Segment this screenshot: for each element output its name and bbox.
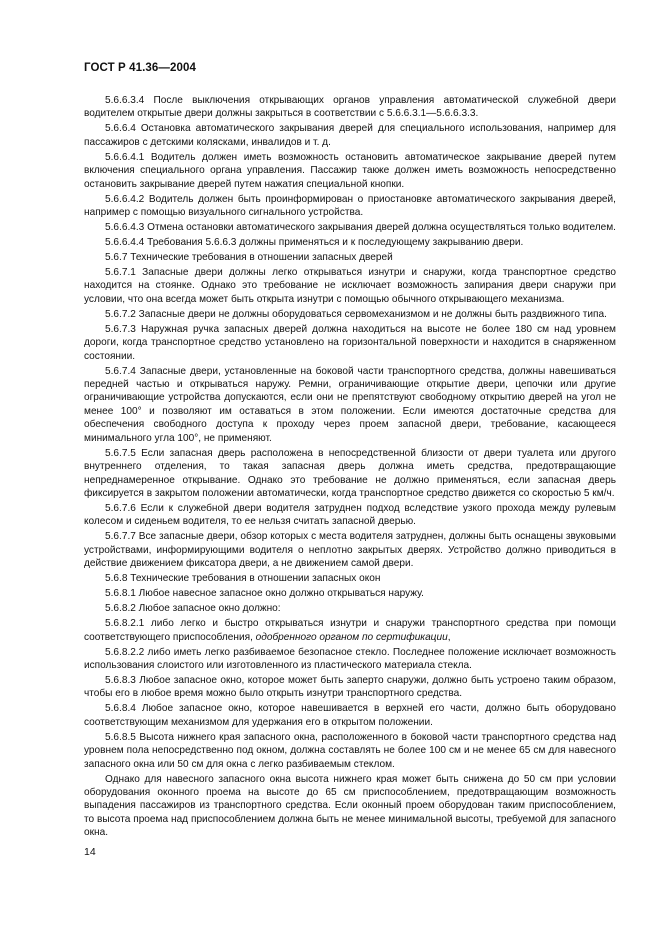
paragraph: 5.6.8.5 Высота нижнего края запасного окна, расположенного в боковой части транспортного средства над уровнем пола непосредственно под окном, должна составлять не более 100 см и не менее 65 см для навесного запасного окна или 50 см для окна с легко разбиваемым стеклом.	[84, 731, 616, 770]
paragraph: 5.6.8.3 Любое запасное окно, которое может быть заперто снаружи, должно быть устроено таким образом, чтобы его в любое время можно было открыть изнутри транспортного средства.	[84, 674, 616, 700]
paragraph: 5.6.6.4.1 Водитель должен иметь возможность остановить автоматическое закрывание дверей путем включения специального органа управления. Пассажир также должен иметь возможность непосредственно остановить закрывание дверей путем нажатия специальной кнопки.	[84, 151, 616, 190]
paragraph: 5.6.8.2.2 либо иметь легко разбиваемое безопасное стекло. Последнее положение исключает возможность использования слоистого или изготовленного из пластического материала стекла.	[84, 646, 616, 671]
paragraph: 5.6.6.3.4 После выключения открывающих органов управления автоматической служебной двери водителем открытые двери должны закрыться в соответствии с 5.6.6.3.1—5.6.6.3.3.	[84, 95, 616, 120]
section-heading: 5.6.8 Технические требования в отношении запасных окон	[105, 573, 381, 585]
paragraph-italic-text: одобренного органом по сертификации	[255, 631, 448, 643]
paragraph: 5.6.8.1 Любое навесное запасное окно должно открываться наружу.	[105, 588, 424, 600]
paragraph: 5.6.8.2 Любое запасное окно должно:	[105, 603, 281, 615]
paragraph: 5.6.7.1 Запасные двери должны легко открываться изнутри и снаружи, когда транспортное средство находится на стоянке. Однако это требование не исключает возможность запирания двери снаружи при условии, что она всегда может быть открыта изнутри с помощью обычного открывающего механизма.	[84, 267, 616, 305]
paragraph: 5.6.6.4.3 Отмена остановки автоматического закрывания дверей должна осуществляться только водителем.	[105, 222, 616, 234]
paragraph-tail-text: ,	[447, 631, 451, 643]
paragraph: 5.6.7.5 Если запасная дверь расположена в непосредственной близости от двери туалета или другого внутреннего отделения, то такая запасная дверь должна иметь средства, предотвращающие непреднамеренное открывание. Однако это требование не должно применяться, если запасная дверь фиксируется в закрытом положении автоматически, когда транспортное средство движется со скоростью 5 км/ч.	[84, 447, 616, 499]
paragraph: 5.6.7.6 Если к служебной двери водителя затруднен подход вследствие узкого прохода между рулевым колесом и сиденьем водителя, то ее нельзя считать запасной дверью.	[84, 502, 616, 528]
document-body	[84, 94, 616, 841]
document-header: ГОСТ Р 41.36—2004	[84, 62, 196, 74]
section-heading: 5.6.7 Технические требования в отношении запасных дверей	[105, 252, 393, 264]
paragraph: 5.6.6.4.2 Водитель должен быть проинформирован о приостановке автоматического закрывания дверей, например с помощью визуального сигнального устройства.	[84, 193, 616, 219]
paragraph-with-italic	[84, 617, 616, 644]
paragraph: 5.6.6.4.4 Требования 5.6.6.3 должны применяться и к последующему закрыванию двери.	[105, 237, 524, 249]
paragraph: 5.6.7.4 Запасные двери, установленные на боковой части транспортного средства, должны навешиваться передней частью и открываться наружу. Ремни, ограничивающие открытие двери, цепочки или другие ограничивающие устройства допускаются, если они не препятствуют свободному открытию дверей на угол не менее 100° и позволяют им оставаться в этом положении. Если имеются достаточные средства для обеспечения свободного доступа к проходу через проем запасной двери, требование, касающееся минимального угла 100°, не применяют.	[84, 365, 616, 444]
page-number: 14	[84, 846, 96, 858]
paragraph-main-text: 5.6.8.2.1 либо легко и быстро открываться изнутри и снаружи транспортного средства при помощи соответствующего приспособления,	[84, 618, 616, 643]
paragraph: 5.6.7.7 Все запасные двери, обзор которых с места водителя затруднен, должны быть оснащены звуковыми устройствами, информирующими водителя о неплотно закрытых дверях. Устройство должно приводиться в действие движением фиксатора двери, а не движением самой двери.	[84, 531, 616, 570]
paragraph: 5.6.6.4 Остановка автоматического закрывания дверей для специального использования, например для пассажиров с детскими колясками, инвалидов и т. д.	[84, 123, 616, 148]
paragraph: 5.6.8.4 Любое запасное окно, которое навешивается в верхней его части, должно быть оборудовано соответствующим механизмом для удержания его в открытом положении.	[84, 703, 616, 728]
paragraph: 5.6.7.3 Наружная ручка запасных дверей должна находиться на высоте не более 180 см над уровнем дороги, когда транспортное средство установлено на горизонтальной поверхности и находится в снаряженном состоянии.	[84, 323, 616, 362]
paragraph: Однако для навесного запасного окна высота нижнего края может быть снижена до 50 см при условии оборудования оконного проема на высоте до 65 см приспособлением, предотвращающим возможность выпадения пассажиров из транспортного средства. Если оконный проем оборудован таким приспособлением, то высота проема над приспособлением должна быть не менее минимальной высоты, требуемой для запасного окна.	[84, 773, 616, 839]
paragraph: 5.6.7.2 Запасные двери не должны оборудоваться сервомеханизмом и не должны быть раздвижного типа.	[105, 308, 607, 320]
